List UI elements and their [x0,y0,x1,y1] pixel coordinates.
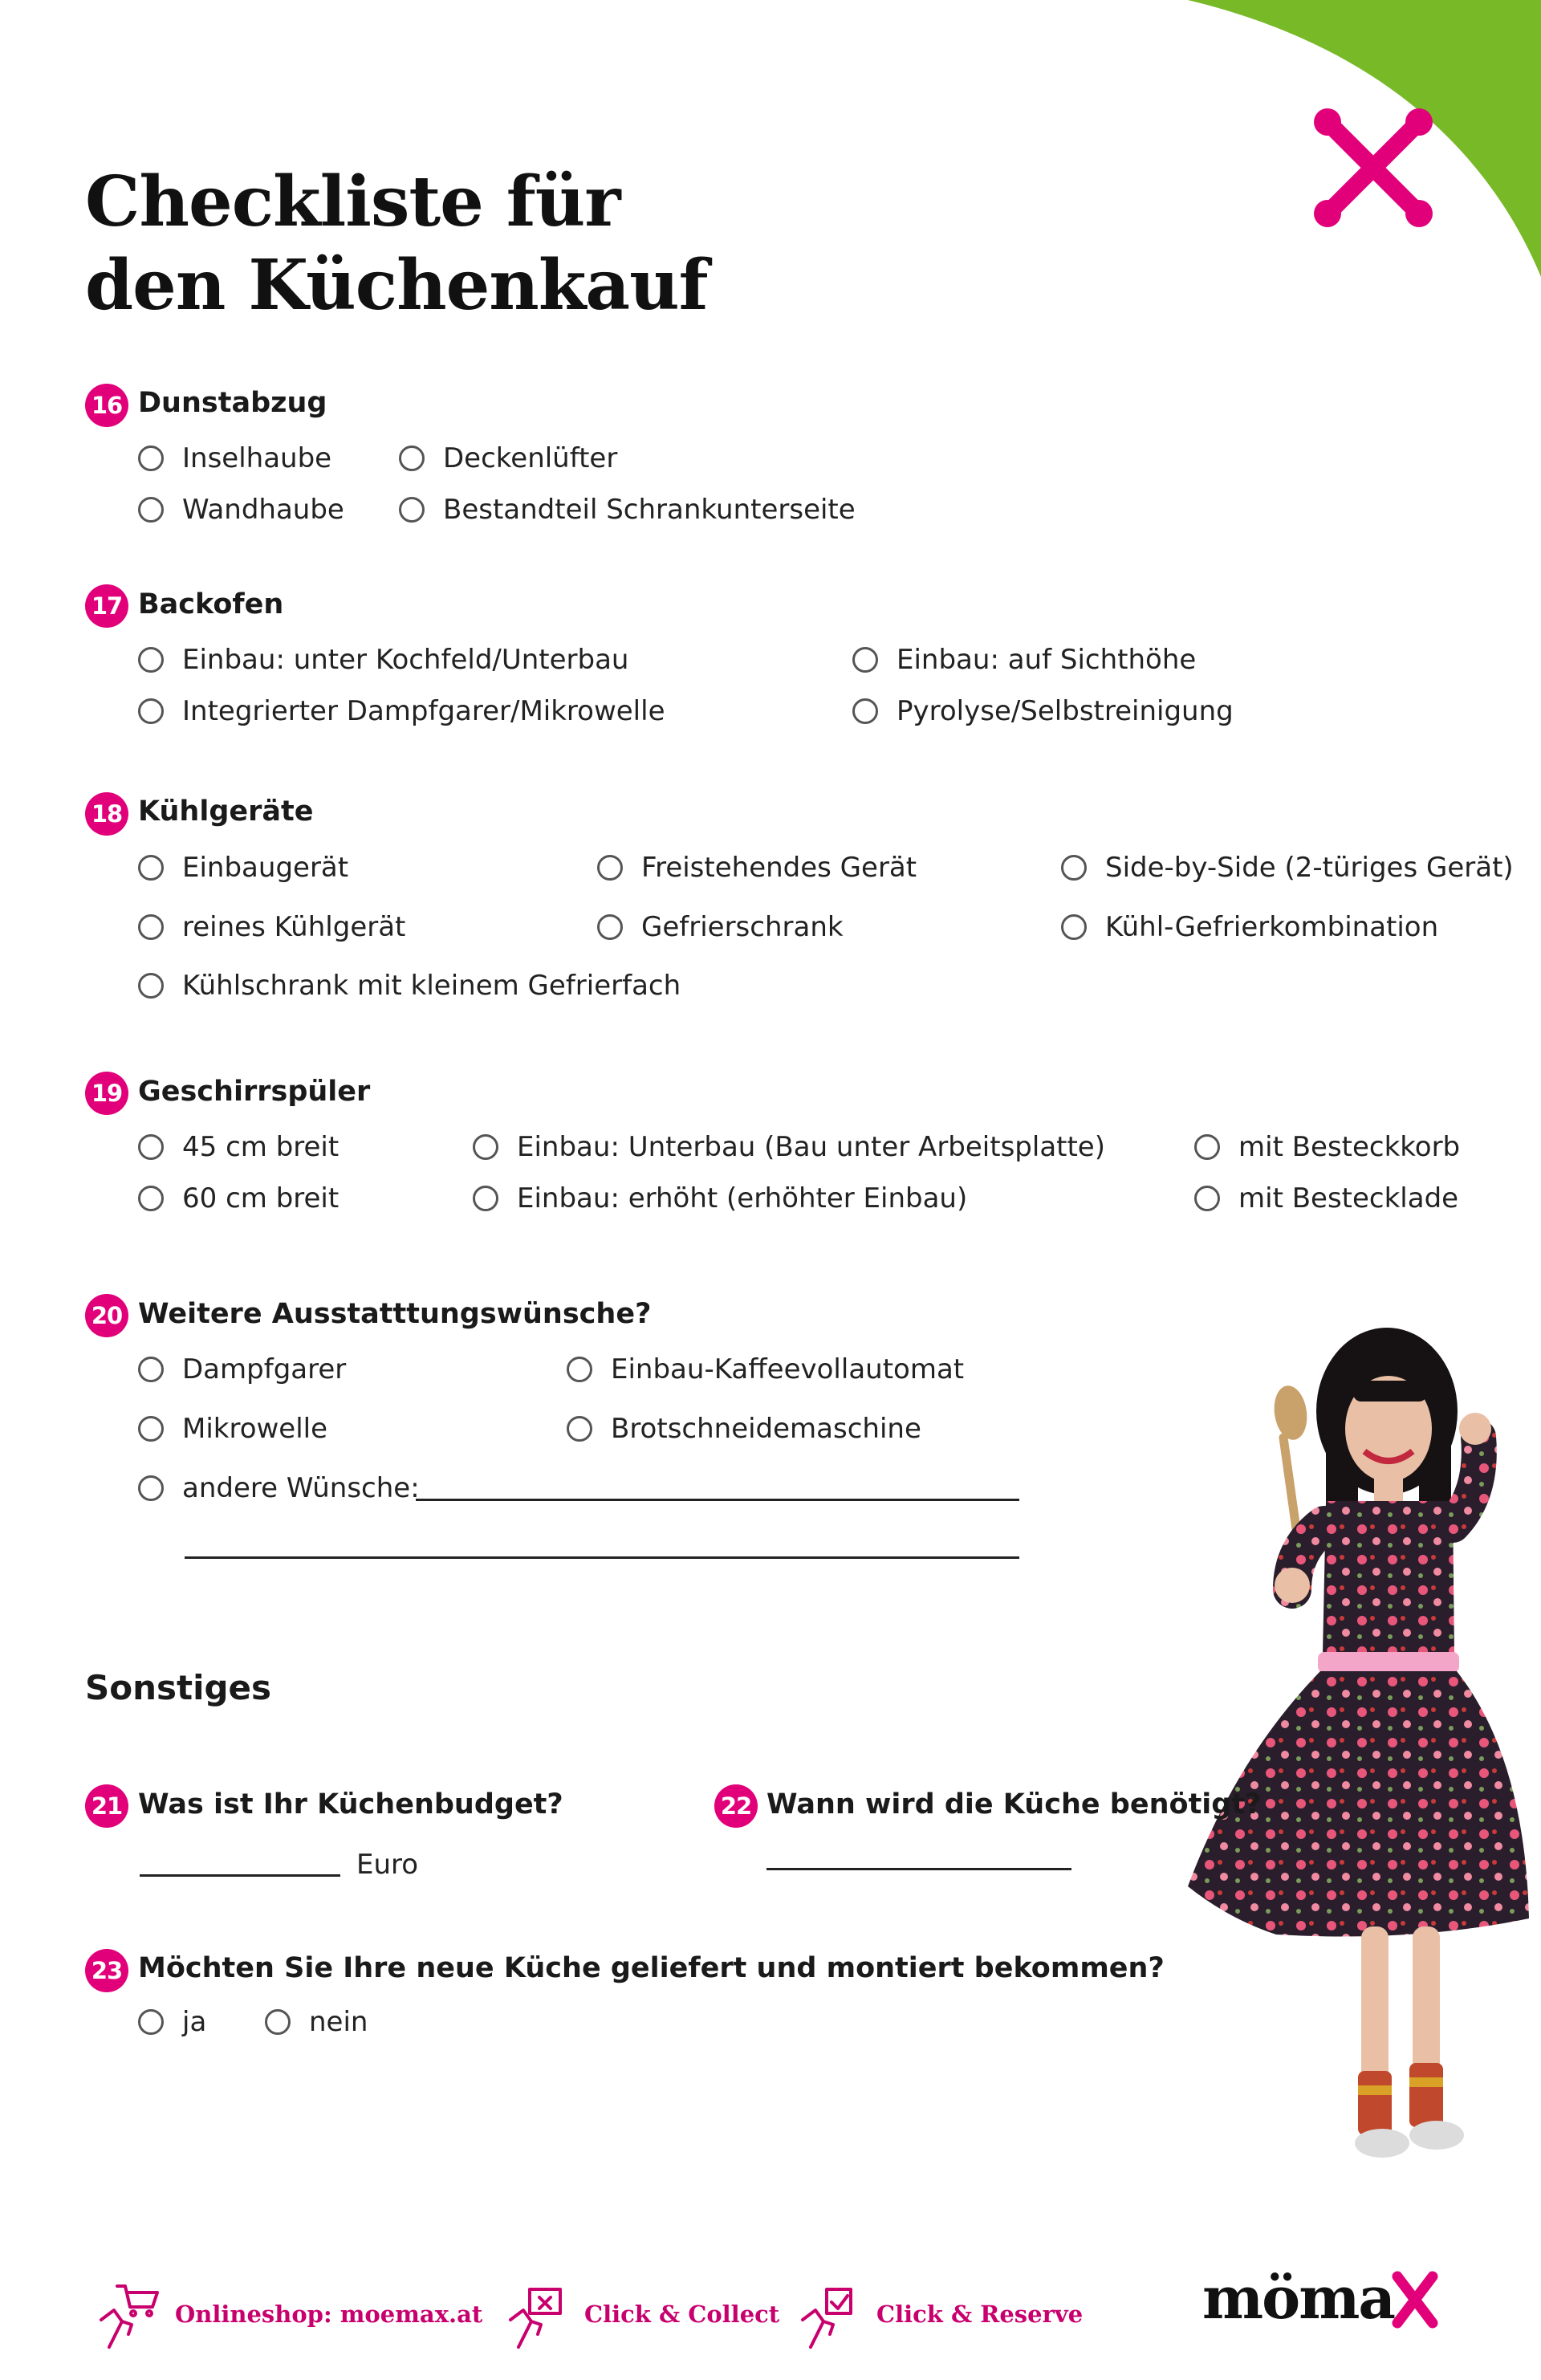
checkbox-option[interactable]: Wandhaube [138,494,344,526]
checkbox-option[interactable]: Inselhaube [138,442,331,474]
checkbox-option[interactable]: Kühl-Gefrierkombination [1061,911,1438,943]
radio-circle[interactable] [567,1416,592,1442]
radio-circle[interactable] [265,2009,291,2035]
radio-circle[interactable] [597,914,623,940]
page-title: Checkliste für den Küchenkauf [85,161,708,326]
radio-circle[interactable] [138,855,164,881]
checkbox-option[interactable]: mit Besteckkorb [1194,1131,1460,1163]
click-reserve-icon [795,2278,864,2350]
checkbox-option[interactable]: mit Bestecklade [1194,1182,1458,1214]
footer-onlineshop[interactable]: Onlineshop: moemax.at [93,2278,482,2350]
section-number-badge: 22 [714,1784,758,1828]
click-collect-icon [502,2278,571,2350]
checkbox-option[interactable]: Integrierter Dampfgarer/Mikrowelle [138,695,665,727]
moemax-brand-logo[interactable]: möma [1202,2265,1441,2331]
section-number-badge: 21 [85,1784,128,1828]
checkbox-option[interactable]: Deckenlüfter [399,442,617,474]
checkbox-option[interactable]: ja [138,2006,206,2038]
radio-circle[interactable] [473,1186,498,1211]
radio-circle[interactable] [138,497,164,523]
section-number-badge: 16 [85,384,128,427]
checkbox-option[interactable]: Einbau: auf Sichthöhe [852,644,1196,676]
x-logo-icon [1313,108,1433,228]
checkbox-option[interactable]: Bestandteil Schrankunterseite [399,494,856,526]
checkbox-option[interactable]: reines Kühlgerät [138,911,405,943]
section-heading: Geschirrspüler [138,1076,371,1108]
radio-circle[interactable] [138,1357,164,1382]
radio-circle[interactable] [399,445,425,471]
checkbox-option[interactable]: Side-by-Side (2-türiges Gerät) [1061,852,1514,884]
delivery-question: Möchten Sie Ihre neue Küche geliefert und montiert bekommen? [138,1952,1165,1984]
brand-x-icon [1389,2265,1441,2331]
checkbox-option[interactable]: Einbau-Kaffeevollautomat [567,1353,964,1385]
budget-question: Was ist Ihr Küchenbudget? [138,1788,563,1821]
sonstiges-heading: Sonstiges [85,1668,272,1707]
radio-circle[interactable] [138,647,164,673]
radio-circle[interactable] [567,1357,592,1382]
radio-circle[interactable] [473,1134,498,1160]
section-number-badge: 19 [85,1072,128,1115]
shopping-cart-hand-icon [93,2278,162,2350]
section-number-badge: 18 [85,792,128,836]
checkbox-option[interactable]: 45 cm breit [138,1131,339,1163]
radio-circle[interactable] [1061,914,1087,940]
section-heading: Dunstabzug [138,387,327,419]
checkbox-option[interactable]: Freistehendes Gerät [597,852,917,884]
other-wishes-line-2[interactable] [185,1556,1019,1559]
checkbox-option[interactable]: Dampfgarer [138,1353,346,1385]
checkbox-option[interactable]: Gefrierschrank [597,911,844,943]
radio-circle[interactable] [1061,855,1087,881]
radio-circle[interactable] [399,497,425,523]
radio-circle[interactable] [138,1475,164,1501]
radio-circle[interactable] [138,698,164,724]
radio-circle[interactable] [597,855,623,881]
section-number-badge: 23 [85,1949,128,1992]
checkbox-option[interactable]: Einbau: Unterbau (Bau unter Arbeitsplatte) [473,1131,1105,1163]
euro-label: Euro [356,1849,419,1881]
radio-circle[interactable] [138,445,164,471]
radio-circle[interactable] [138,973,164,999]
section-heading: Kühlgeräte [138,795,314,828]
radio-circle[interactable] [138,914,164,940]
other-wishes-line-1[interactable] [416,1499,1019,1501]
radio-circle[interactable] [138,1416,164,1442]
woman-with-spoon-illustration [1172,1308,1533,2256]
checkbox-option[interactable]: Einbau: unter Kochfeld/Unterbau [138,644,628,676]
radio-circle[interactable] [138,2009,164,2035]
radio-circle[interactable] [1194,1134,1220,1160]
checkbox-option[interactable]: 60 cm breit [138,1182,339,1214]
section-heading: Backofen [138,588,284,620]
radio-circle[interactable] [138,1186,164,1211]
section-number-badge: 20 [85,1294,128,1337]
date-input-line[interactable] [766,1868,1071,1870]
radio-circle[interactable] [852,647,878,673]
section-heading: Weitere Ausstatttungswünsche? [138,1298,652,1330]
checkbox-option[interactable]: Pyrolyse/Selbstreinigung [852,695,1234,727]
checkbox-option[interactable]: Mikrowelle [138,1413,327,1445]
footer-click-collect[interactable]: Click & Collect [502,2278,779,2350]
checkbox-option[interactable]: andere Wünsche: [138,1472,420,1504]
radio-circle[interactable] [852,698,878,724]
radio-circle[interactable] [1194,1186,1220,1211]
checkbox-option[interactable]: Brotschneidemaschine [567,1413,921,1445]
radio-circle[interactable] [138,1134,164,1160]
section-number-badge: 17 [85,584,128,628]
checkbox-option[interactable]: Einbaugerät [138,852,348,884]
date-question: Wann wird die Küche benötigt? [766,1788,1262,1821]
budget-input-line[interactable] [140,1874,340,1877]
checkbox-option[interactable]: nein [265,2006,368,2038]
checkbox-option[interactable]: Kühlschrank mit kleinem Gefrierfach [138,970,681,1002]
footer-click-reserve[interactable]: Click & Reserve [795,2278,1083,2350]
checkbox-option[interactable]: Einbau: erhöht (erhöhter Einbau) [473,1182,967,1214]
